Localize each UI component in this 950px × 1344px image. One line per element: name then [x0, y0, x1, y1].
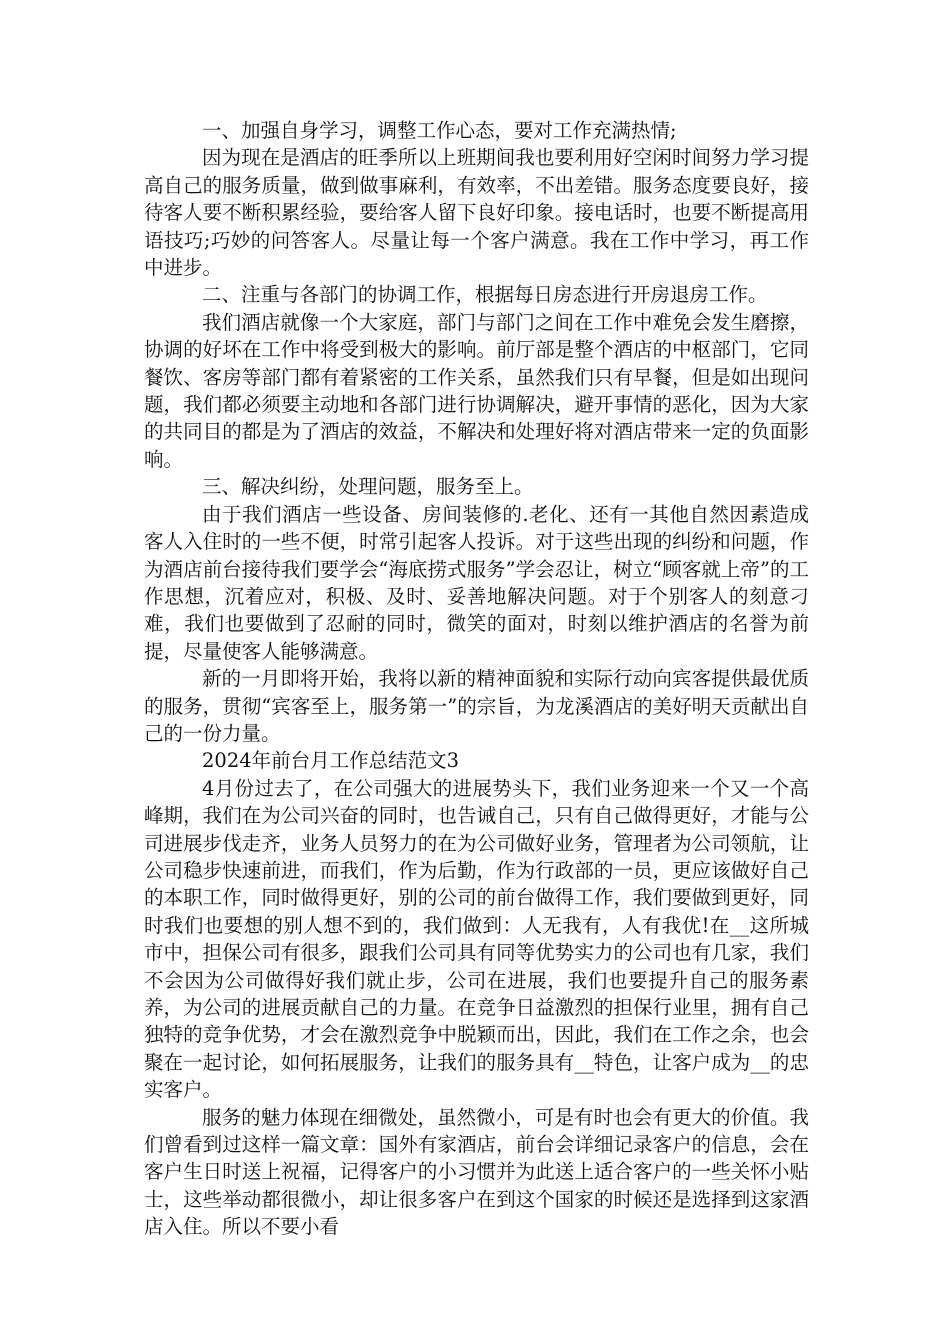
paragraph: 我们酒店就像一个大家庭，部门与部门之间在工作中难免会发生磨擦，协调的好坏在工作中将受到极大的影响。前厅部是整个酒店的中枢部门，它同餐饮、客房等部门都有着紧密的工作关系，虽然我们只有早餐，但是如出现问题，我们都必须要主动地和各部门进行协调解决，避开事情的恶化，因为大家的共同目的都是为了酒店的效益，不解决和处理好将对酒店带来一定的负面影响。 — [144, 310, 809, 471]
paragraph-heading-3: 三、解决纠纷，处理问题，服务至上。 — [202, 475, 534, 499]
paragraph-heading-1: 一、加强自身学习，调整工作心态，要对工作充满热情; — [202, 119, 677, 142]
section-title: 2024年前台月工作总结范文3 — [202, 749, 460, 773]
document-page — [144, 117, 809, 1241]
paragraph: 4月份过去了，在公司强大的进展势头下，我们业务迎来一个又一个高峰期，我们在为公司兴奋的同时，也告诫自己，只有自己做得更好，才能与公司进展步伐走齐，业务人员努力的在为公司做好业务，管理者为公司领航，让公司稳步快速前进，而我们，作为后勤，作为行政部的一员，更应该做好自己的本职工作，同时做得更好，别的公司的前台做得工作，我们要做到更好，同时我们也要想的别人想不到的，我们做到：人无我有，人有我优!在__这所城市中，担保公司有很多，跟我们公司具有同等优势实力的公司也有几家，我们不会因为公司做得好我们就止步，公司在进展，我们也要提升自己的服务素养，为公司的进展贡献自己的力量。在竞争日益激烈的担保行业里，拥有自己独特的竞争优势，才会在激烈竞争中脱颖而出，因此，我们在工作之余，也会聚在一起讨论，如何拓展服务，让我们的服务具有__特色，让客户成为__的忠实客户。 — [144, 776, 809, 1102]
paragraph: 服务的魅力体现在细微处，虽然微小，可是有时也会有更大的价值。我们曾看到过这样一篇文章：国外有家酒店，前台会详细记录客户的信息，会在客户生日时送上祝福，记得客户的小习惯并为此送上适合客户的一些关怀小贴士，这些举动都很微小，却让很多客户在到这个国家的时候还是选择到这家酒店入住。所以不要小看 — [144, 1105, 809, 1239]
paragraph: 新的一月即将开始，我将以新的精神面貌和实际行动向宾客提供最优质的服务，贯彻“宾客至上，服务第一”的宗旨，为龙溪酒店的美好明天贡献出自己的一份力量。 — [144, 667, 809, 745]
paragraph: 因为现在是酒店的旺季所以上班期间我也要利用好空闲时间努力学习提高自己的服务质量，做到做事麻利，有效率，不出差错。服务态度要良好，接待客人要不断积累经验，要给客人留下良好印象。接电话时，也要不断提高用语技巧;巧妙的问答客人。尽量让每一个客户满意。我在工作中学习，再工作中进步。 — [144, 146, 809, 280]
paragraph: 由于我们酒店一些设备、房间装修的.老化、还有一其他自然因素造成客人入住时的一些不便，时常引起客人投诉。对于这些出现的纠纷和问题，作为酒店前台接待我们要学会“海底捞式服务”学会忍让，树立“顾客就上帝”的工作思想，沉着应对，积极、及时、妥善地解决问题。对于个别客人的刻意刁难，我们也要做到了忍耐的同时，微笑的面对，时刻以维护酒店的名誉为前提，尽量使客人能够满意。 — [144, 502, 809, 663]
paragraph-heading-2: 二、注重与各部门的协调工作，根据每日房态进行开房退房工作。 — [202, 283, 768, 307]
